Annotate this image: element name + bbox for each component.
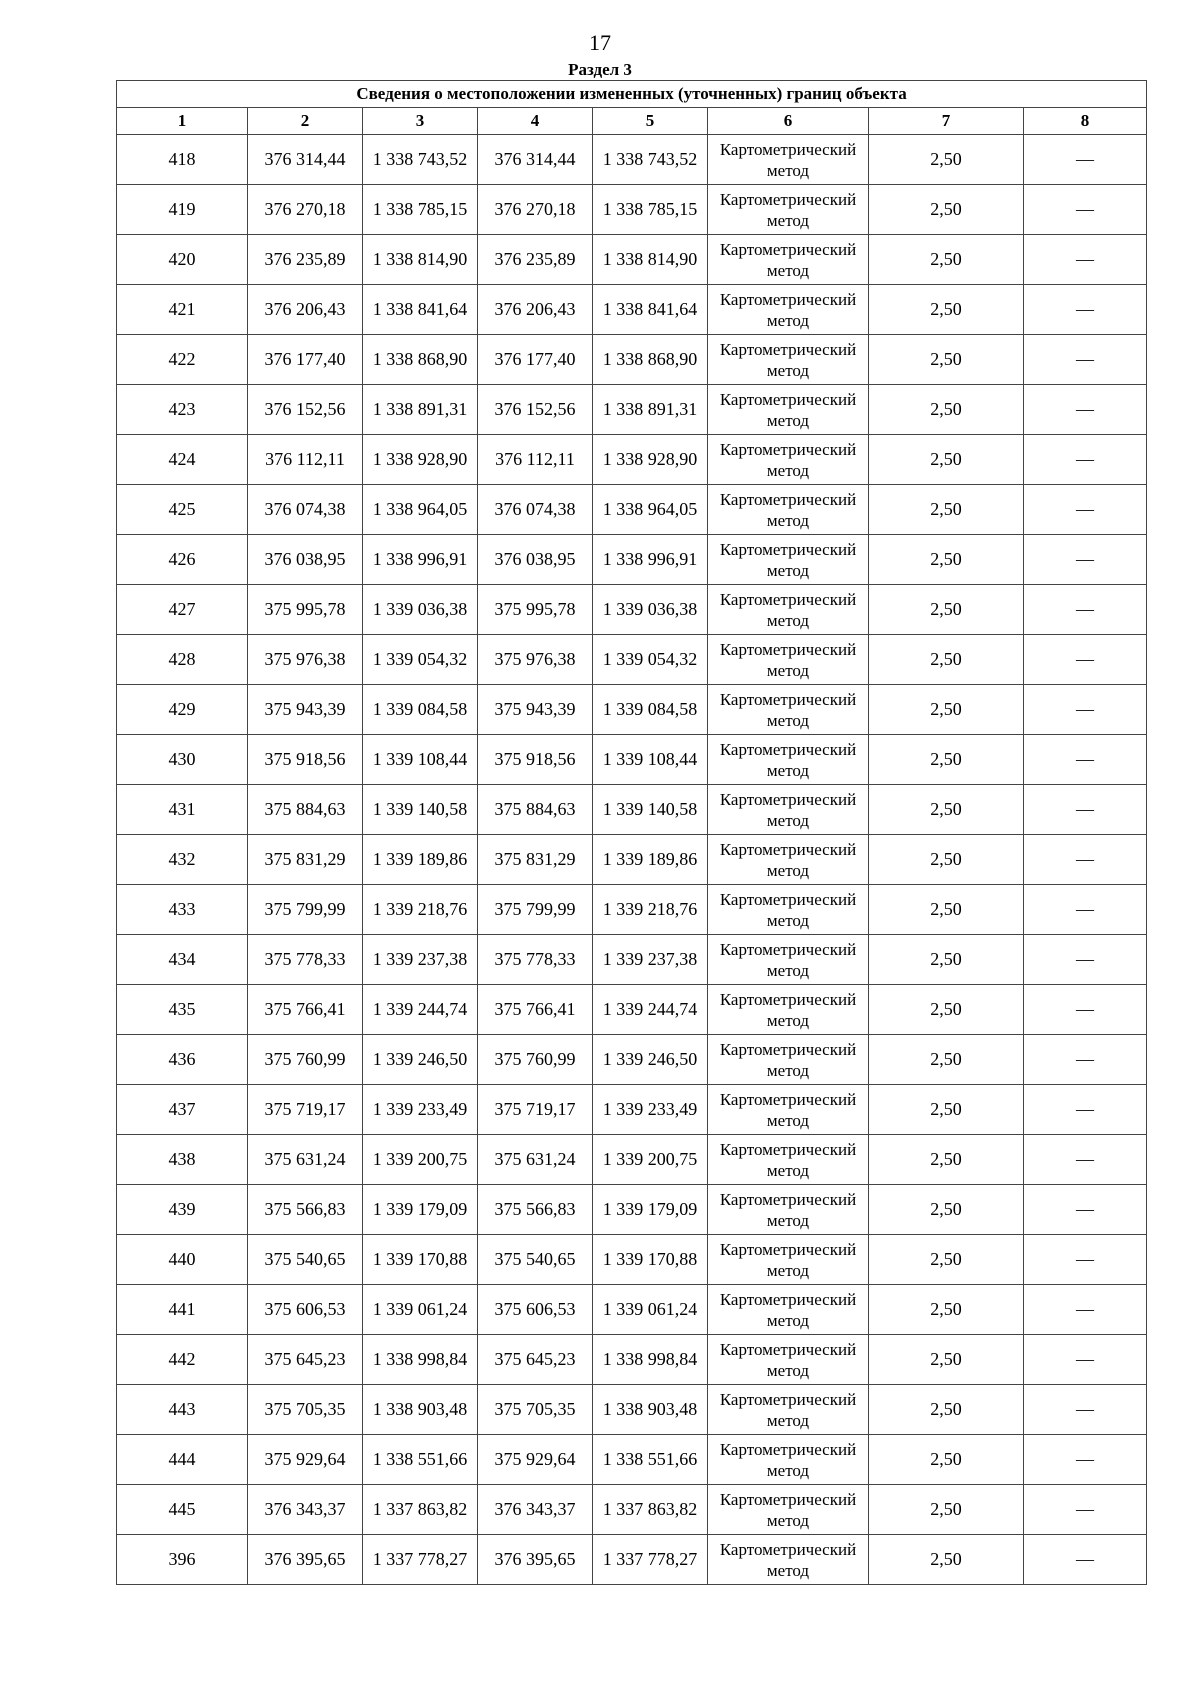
cell-y-old: 1 339 237,38 <box>363 935 478 985</box>
cell-x-old: 375 566,83 <box>248 1185 363 1235</box>
cell-x-old: 375 719,17 <box>248 1085 363 1135</box>
cell-description: — <box>1024 135 1147 185</box>
cell-description: — <box>1024 635 1147 685</box>
cell-description: — <box>1024 1135 1147 1185</box>
cell-point-number: 429 <box>117 685 248 735</box>
cell-x-new: 375 760,99 <box>478 1035 593 1085</box>
cell-method: Картометрический метод <box>708 235 869 285</box>
cell-y-new: 1 339 084,58 <box>593 685 708 735</box>
table-row <box>117 235 1147 285</box>
table-row <box>117 1185 1147 1235</box>
cell-y-new: 1 339 054,32 <box>593 635 708 685</box>
cell-method: Картометрический метод <box>708 585 869 635</box>
cell-y-new: 1 338 903,48 <box>593 1385 708 1435</box>
cell-description: — <box>1024 435 1147 485</box>
cell-x-new: 375 929,64 <box>478 1435 593 1485</box>
cell-method: Картометрический метод <box>708 485 869 535</box>
cell-method: Картометрический метод <box>708 335 869 385</box>
cell-y-old: 1 339 189,86 <box>363 835 478 885</box>
cell-description: — <box>1024 1085 1147 1135</box>
cell-x-new: 376 314,44 <box>478 135 593 185</box>
cell-x-new: 375 606,53 <box>478 1285 593 1335</box>
table-row <box>117 985 1147 1035</box>
cell-point-number: 442 <box>117 1335 248 1385</box>
cell-y-new: 1 339 108,44 <box>593 735 708 785</box>
cell-accuracy: 2,50 <box>869 1235 1024 1285</box>
table-row <box>117 1485 1147 1535</box>
table-row <box>117 1135 1147 1185</box>
cell-x-new: 375 540,65 <box>478 1235 593 1285</box>
cell-description: — <box>1024 185 1147 235</box>
column-header-8: 8 <box>1024 108 1147 135</box>
cell-description: — <box>1024 1235 1147 1285</box>
cell-x-old: 376 112,11 <box>248 435 363 485</box>
table-row <box>117 735 1147 785</box>
cell-y-new: 1 338 841,64 <box>593 285 708 335</box>
cell-method: Картометрический метод <box>708 1185 869 1235</box>
cell-y-old: 1 339 170,88 <box>363 1235 478 1285</box>
cell-y-old: 1 338 551,66 <box>363 1435 478 1485</box>
cell-x-old: 375 929,64 <box>248 1435 363 1485</box>
cell-x-old: 376 270,18 <box>248 185 363 235</box>
cell-x-new: 376 235,89 <box>478 235 593 285</box>
cell-x-new: 376 152,56 <box>478 385 593 435</box>
cell-point-number: 437 <box>117 1085 248 1135</box>
cell-point-number: 445 <box>117 1485 248 1535</box>
cell-y-old: 1 339 108,44 <box>363 735 478 785</box>
cell-x-old: 375 884,63 <box>248 785 363 835</box>
cell-y-new: 1 339 036,38 <box>593 585 708 635</box>
cell-accuracy: 2,50 <box>869 1085 1024 1135</box>
cell-method: Картометрический метод <box>708 1085 869 1135</box>
table-row <box>117 885 1147 935</box>
cell-y-new: 1 339 061,24 <box>593 1285 708 1335</box>
cell-description: — <box>1024 1035 1147 1085</box>
cell-accuracy: 2,50 <box>869 385 1024 435</box>
cell-y-old: 1 339 179,09 <box>363 1185 478 1235</box>
cell-description: — <box>1024 1335 1147 1385</box>
cell-x-old: 375 705,35 <box>248 1385 363 1435</box>
table-row <box>117 1335 1147 1385</box>
cell-method: Картометрический метод <box>708 1535 869 1585</box>
cell-method: Картометрический метод <box>708 1285 869 1335</box>
table-row <box>117 635 1147 685</box>
cell-method: Картометрический метод <box>708 935 869 985</box>
cell-y-old: 1 338 891,31 <box>363 385 478 435</box>
cell-y-new: 1 338 996,91 <box>593 535 708 585</box>
cell-y-old: 1 339 233,49 <box>363 1085 478 1135</box>
cell-point-number: 420 <box>117 235 248 285</box>
cell-y-new: 1 337 863,82 <box>593 1485 708 1535</box>
cell-x-new: 376 112,11 <box>478 435 593 485</box>
cell-point-number: 422 <box>117 335 248 385</box>
cell-description: — <box>1024 1485 1147 1535</box>
cell-x-old: 376 038,95 <box>248 535 363 585</box>
cell-y-new: 1 339 233,49 <box>593 1085 708 1135</box>
cell-y-old: 1 338 814,90 <box>363 235 478 285</box>
cell-x-old: 375 760,99 <box>248 1035 363 1085</box>
cell-description: — <box>1024 1535 1147 1585</box>
cell-accuracy: 2,50 <box>869 435 1024 485</box>
page-number: 17 <box>589 30 611 55</box>
cell-accuracy: 2,50 <box>869 685 1024 735</box>
cell-x-old: 375 645,23 <box>248 1335 363 1385</box>
cell-y-old: 1 338 743,52 <box>363 135 478 185</box>
table-row <box>117 435 1147 485</box>
cell-description: — <box>1024 385 1147 435</box>
cell-y-new: 1 338 785,15 <box>593 185 708 235</box>
cell-y-new: 1 338 964,05 <box>593 485 708 535</box>
cell-description: — <box>1024 685 1147 735</box>
cell-y-old: 1 339 140,58 <box>363 785 478 835</box>
cell-method: Картометрический метод <box>708 285 869 335</box>
cell-method: Картометрический метод <box>708 785 869 835</box>
column-header-6: 6 <box>708 108 869 135</box>
cell-description: — <box>1024 985 1147 1035</box>
cell-accuracy: 2,50 <box>869 585 1024 635</box>
cell-y-old: 1 337 778,27 <box>363 1535 478 1585</box>
cell-accuracy: 2,50 <box>869 185 1024 235</box>
cell-y-new: 1 339 218,76 <box>593 885 708 935</box>
cell-x-old: 375 778,33 <box>248 935 363 985</box>
cell-x-new: 376 343,37 <box>478 1485 593 1535</box>
cell-x-new: 375 766,41 <box>478 985 593 1035</box>
cell-x-old: 375 976,38 <box>248 635 363 685</box>
cell-x-new: 376 074,38 <box>478 485 593 535</box>
cell-y-old: 1 338 841,64 <box>363 285 478 335</box>
cell-accuracy: 2,50 <box>869 835 1024 885</box>
cell-method: Картометрический метод <box>708 985 869 1035</box>
cell-point-number: 427 <box>117 585 248 635</box>
cell-accuracy: 2,50 <box>869 1135 1024 1185</box>
cell-accuracy: 2,50 <box>869 1385 1024 1435</box>
cell-method: Картометрический метод <box>708 435 869 485</box>
cell-y-old: 1 338 996,91 <box>363 535 478 585</box>
cell-x-new: 376 038,95 <box>478 535 593 585</box>
cell-description: — <box>1024 935 1147 985</box>
table-row <box>117 1235 1147 1285</box>
column-header-2: 2 <box>248 108 363 135</box>
cell-x-old: 375 995,78 <box>248 585 363 635</box>
cell-description: — <box>1024 885 1147 935</box>
cell-accuracy: 2,50 <box>869 1285 1024 1335</box>
cell-x-old: 375 631,24 <box>248 1135 363 1185</box>
cell-x-new: 375 943,39 <box>478 685 593 735</box>
cell-x-old: 375 766,41 <box>248 985 363 1035</box>
cell-accuracy: 2,50 <box>869 735 1024 785</box>
cell-y-new: 1 338 928,90 <box>593 435 708 485</box>
cell-method: Картометрический метод <box>708 835 869 885</box>
cell-point-number: 426 <box>117 535 248 585</box>
cell-method: Картометрический метод <box>708 1385 869 1435</box>
boundary-coordinates-table <box>116 80 1147 1585</box>
cell-y-old: 1 339 084,58 <box>363 685 478 735</box>
cell-y-old: 1 339 244,74 <box>363 985 478 1035</box>
cell-description: — <box>1024 1185 1147 1235</box>
cell-point-number: 438 <box>117 1135 248 1185</box>
cell-method: Картометрический метод <box>708 685 869 735</box>
column-header-row <box>117 108 1147 135</box>
table-row <box>117 335 1147 385</box>
cell-method: Картометрический метод <box>708 1435 869 1485</box>
cell-accuracy: 2,50 <box>869 285 1024 335</box>
cell-x-old: 375 831,29 <box>248 835 363 885</box>
cell-y-old: 1 339 200,75 <box>363 1135 478 1185</box>
cell-accuracy: 2,50 <box>869 135 1024 185</box>
cell-point-number: 432 <box>117 835 248 885</box>
cell-method: Картометрический метод <box>708 135 869 185</box>
table-row <box>117 1035 1147 1085</box>
cell-point-number: 425 <box>117 485 248 535</box>
cell-y-old: 1 339 054,32 <box>363 635 478 685</box>
cell-accuracy: 2,50 <box>869 885 1024 935</box>
table-row <box>117 685 1147 735</box>
cell-y-old: 1 339 246,50 <box>363 1035 478 1085</box>
cell-y-new: 1 339 179,09 <box>593 1185 708 1235</box>
cell-description: — <box>1024 1385 1147 1435</box>
cell-x-new: 375 778,33 <box>478 935 593 985</box>
cell-x-old: 376 206,43 <box>248 285 363 335</box>
column-header-1: 1 <box>117 108 248 135</box>
cell-accuracy: 2,50 <box>869 1335 1024 1385</box>
cell-y-new: 1 339 189,86 <box>593 835 708 885</box>
table-caption: Сведения о местоположении измененных (уточненных) границ объекта <box>117 81 1147 108</box>
cell-y-new: 1 338 998,84 <box>593 1335 708 1385</box>
cell-description: — <box>1024 735 1147 785</box>
cell-method: Картометрический метод <box>708 1485 869 1535</box>
cell-x-new: 375 918,56 <box>478 735 593 785</box>
cell-accuracy: 2,50 <box>869 1535 1024 1585</box>
cell-point-number: 421 <box>117 285 248 335</box>
table-row <box>117 835 1147 885</box>
cell-x-new: 375 995,78 <box>478 585 593 635</box>
cell-y-old: 1 337 863,82 <box>363 1485 478 1535</box>
cell-y-old: 1 338 903,48 <box>363 1385 478 1435</box>
cell-method: Картометрический метод <box>708 735 869 785</box>
cell-point-number: 396 <box>117 1535 248 1585</box>
cell-description: — <box>1024 785 1147 835</box>
cell-x-old: 376 395,65 <box>248 1535 363 1585</box>
cell-x-new: 375 831,29 <box>478 835 593 885</box>
cell-y-new: 1 339 200,75 <box>593 1135 708 1185</box>
cell-y-new: 1 339 140,58 <box>593 785 708 835</box>
cell-method: Картометрический метод <box>708 185 869 235</box>
cell-x-new: 376 395,65 <box>478 1535 593 1585</box>
cell-description: — <box>1024 585 1147 635</box>
cell-y-old: 1 338 998,84 <box>363 1335 478 1385</box>
cell-method: Картометрический метод <box>708 385 869 435</box>
table-row <box>117 135 1147 185</box>
cell-y-old: 1 339 036,38 <box>363 585 478 635</box>
cell-description: — <box>1024 535 1147 585</box>
cell-method: Картометрический метод <box>708 1235 869 1285</box>
cell-description: — <box>1024 485 1147 535</box>
table-row <box>117 1285 1147 1335</box>
cell-method: Картометрический метод <box>708 885 869 935</box>
column-header-4: 4 <box>478 108 593 135</box>
cell-x-old: 376 235,89 <box>248 235 363 285</box>
cell-point-number: 441 <box>117 1285 248 1335</box>
cell-accuracy: 2,50 <box>869 985 1024 1035</box>
cell-point-number: 436 <box>117 1035 248 1085</box>
cell-x-new: 376 206,43 <box>478 285 593 335</box>
cell-accuracy: 2,50 <box>869 635 1024 685</box>
cell-y-new: 1 338 891,31 <box>593 385 708 435</box>
cell-point-number: 433 <box>117 885 248 935</box>
table-row <box>117 1535 1147 1585</box>
cell-point-number: 440 <box>117 1235 248 1285</box>
cell-x-new: 375 976,38 <box>478 635 593 685</box>
cell-accuracy: 2,50 <box>869 335 1024 385</box>
cell-x-new: 375 645,23 <box>478 1335 593 1385</box>
cell-accuracy: 2,50 <box>869 1435 1024 1485</box>
cell-point-number: 424 <box>117 435 248 485</box>
column-header-5: 5 <box>593 108 708 135</box>
table-row <box>117 785 1147 835</box>
cell-accuracy: 2,50 <box>869 785 1024 835</box>
table-row <box>117 1085 1147 1135</box>
cell-method: Картометрический метод <box>708 1035 869 1085</box>
cell-x-old: 376 314,44 <box>248 135 363 185</box>
table-row <box>117 485 1147 535</box>
cell-description: — <box>1024 335 1147 385</box>
table-body <box>117 135 1147 1585</box>
table-row <box>117 935 1147 985</box>
cell-accuracy: 2,50 <box>869 1185 1024 1235</box>
cell-description: — <box>1024 285 1147 335</box>
cell-method: Картометрический метод <box>708 535 869 585</box>
table-row <box>117 285 1147 335</box>
cell-method: Картометрический метод <box>708 1135 869 1185</box>
cell-y-new: 1 339 170,88 <box>593 1235 708 1285</box>
cell-x-old: 376 177,40 <box>248 335 363 385</box>
cell-x-old: 375 918,56 <box>248 735 363 785</box>
cell-y-new: 1 338 743,52 <box>593 135 708 185</box>
cell-x-new: 376 177,40 <box>478 335 593 385</box>
cell-x-new: 375 884,63 <box>478 785 593 835</box>
cell-y-new: 1 338 551,66 <box>593 1435 708 1485</box>
cell-y-new: 1 338 814,90 <box>593 235 708 285</box>
cell-point-number: 428 <box>117 635 248 685</box>
cell-y-old: 1 339 061,24 <box>363 1285 478 1335</box>
cell-point-number: 434 <box>117 935 248 985</box>
table-row <box>117 185 1147 235</box>
cell-description: — <box>1024 1435 1147 1485</box>
cell-method: Картометрический метод <box>708 1335 869 1385</box>
cell-point-number: 418 <box>117 135 248 185</box>
cell-method: Картометрический метод <box>708 635 869 685</box>
cell-y-old: 1 338 868,90 <box>363 335 478 385</box>
table-row <box>117 1435 1147 1485</box>
table-row <box>117 535 1147 585</box>
cell-y-old: 1 338 785,15 <box>363 185 478 235</box>
cell-point-number: 439 <box>117 1185 248 1235</box>
cell-accuracy: 2,50 <box>869 535 1024 585</box>
cell-point-number: 431 <box>117 785 248 835</box>
cell-y-new: 1 339 246,50 <box>593 1035 708 1085</box>
cell-y-old: 1 338 928,90 <box>363 435 478 485</box>
cell-point-number: 435 <box>117 985 248 1035</box>
cell-y-new: 1 339 244,74 <box>593 985 708 1035</box>
cell-accuracy: 2,50 <box>869 235 1024 285</box>
cell-x-new: 376 270,18 <box>478 185 593 235</box>
cell-x-old: 375 943,39 <box>248 685 363 735</box>
cell-y-old: 1 339 218,76 <box>363 885 478 935</box>
table-caption-row <box>117 81 1147 108</box>
cell-description: — <box>1024 1285 1147 1335</box>
cell-x-old: 375 606,53 <box>248 1285 363 1335</box>
cell-x-old: 376 074,38 <box>248 485 363 535</box>
cell-x-new: 375 631,24 <box>478 1135 593 1185</box>
cell-x-old: 376 152,56 <box>248 385 363 435</box>
cell-accuracy: 2,50 <box>869 1485 1024 1535</box>
cell-description: — <box>1024 235 1147 285</box>
cell-x-old: 376 343,37 <box>248 1485 363 1535</box>
cell-y-new: 1 339 237,38 <box>593 935 708 985</box>
cell-point-number: 444 <box>117 1435 248 1485</box>
cell-x-new: 375 705,35 <box>478 1385 593 1435</box>
cell-point-number: 423 <box>117 385 248 435</box>
column-header-3: 3 <box>363 108 478 135</box>
table-row <box>117 1385 1147 1435</box>
cell-y-new: 1 337 778,27 <box>593 1535 708 1585</box>
table-row <box>117 585 1147 635</box>
cell-accuracy: 2,50 <box>869 1035 1024 1085</box>
cell-x-old: 375 540,65 <box>248 1235 363 1285</box>
cell-x-old: 375 799,99 <box>248 885 363 935</box>
cell-accuracy: 2,50 <box>869 935 1024 985</box>
cell-point-number: 443 <box>117 1385 248 1435</box>
cell-y-old: 1 338 964,05 <box>363 485 478 535</box>
cell-point-number: 419 <box>117 185 248 235</box>
column-header-7: 7 <box>869 108 1024 135</box>
cell-description: — <box>1024 835 1147 885</box>
cell-x-new: 375 719,17 <box>478 1085 593 1135</box>
section-title: Раздел 3 <box>568 60 632 79</box>
cell-y-new: 1 338 868,90 <box>593 335 708 385</box>
cell-point-number: 430 <box>117 735 248 785</box>
cell-x-new: 375 566,83 <box>478 1185 593 1235</box>
table-row <box>117 385 1147 435</box>
cell-accuracy: 2,50 <box>869 485 1024 535</box>
cell-x-new: 375 799,99 <box>478 885 593 935</box>
